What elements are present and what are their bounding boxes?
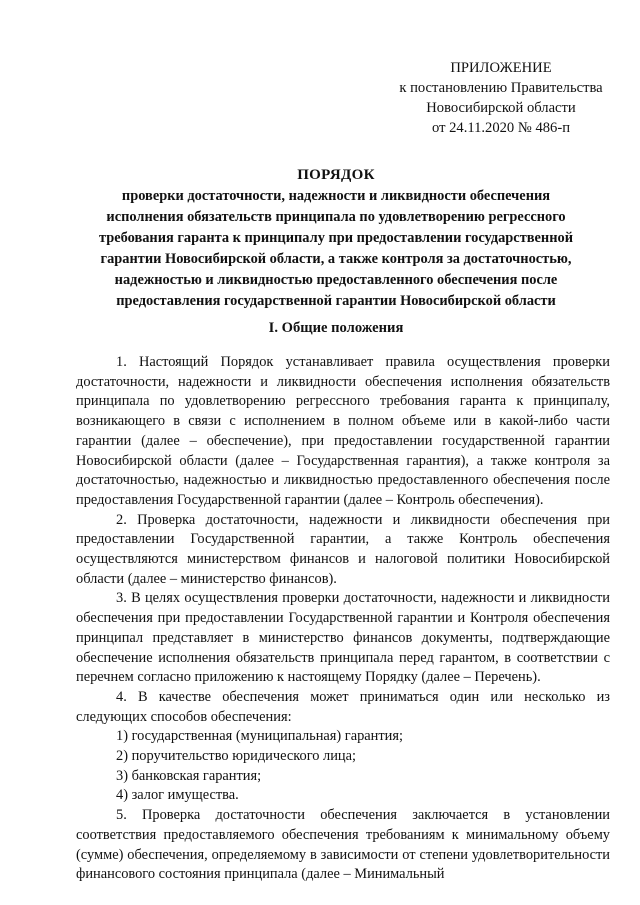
appendix-resolution-line: к постановлению Правительства (399, 80, 603, 96)
title-line-3: требования гаранта к принципалу при предоставлении государственной (98, 230, 573, 246)
title-line-5: надежностью и ликвидностью предоставленного обеспечения после (114, 272, 558, 288)
appendix-region-line: Новосибирской области (426, 100, 576, 116)
list-item-4: 4) залог имущества. (116, 787, 239, 804)
paragraph-1: 1. Настоящий Порядок устанавливает правила осуществления проверки достаточности, надежности и ликвидности обеспечения исполнения обязательств принципала по удовлетворению регрессного требования гаранта к принципалу, возникающего в связи с исполнением в полном объеме или в какой-либо части гарантии (далее – обеспечение), при предоставлении государственной гарантии Новосибирской области (далее – Государственная гарантия), а также контроля за достаточностью, надежностью и ликвидностью предоставленного обеспечения после предоставления Государственной гарантии (далее – Контроль обеспечения). (76, 354, 610, 508)
appendix-block (386, 58, 616, 138)
paragraph-5: 5. Проверка достаточности обеспечения заключается в установлении соответствия предоставляемого обеспечения требованиям к минимальному объему (сумме) обеспечения, определяемому в зависимости от степени удовлетворительности финансового состояния принципала (далее – Минимальный (76, 807, 610, 883)
title-line-4: гарантии Новосибирской области, а также контроля за достаточностью, (100, 251, 572, 267)
paragraph-4: 4. В качестве обеспечения может приниматься один или несколько из следующих способов обеспечения: (76, 688, 610, 725)
appendix-label: ПРИЛОЖЕНИЕ (450, 60, 552, 76)
title-line-6: предоставления государственной гарантии Новосибирской области (116, 293, 556, 309)
list-item-3: 3) банковская гарантия; (116, 767, 262, 784)
document-title-block (66, 165, 606, 312)
list-item-2: 2) поручительство юридического лица; (116, 748, 357, 765)
title-line-2: исполнения обязательств принципала по удовлетворению регрессного (106, 209, 566, 225)
section-heading: I. Общие положения (268, 320, 404, 336)
title-line-1: проверки достаточности, надежности и ликвидности обеспечения (121, 188, 551, 204)
document-body (76, 353, 610, 885)
paragraph-3: 3. В целях осуществления проверки достаточности, надежности и ликвидности обеспечения при предоставлении Государственной гарантии и Контроля обеспечения принципал представляет в министерство финансов документы, подтверждающие обеспечение исполнения обязательств принципала перед гарантом, в соответствии с перечнем согласно приложению к настоящему Порядку (далее – Перечень). (76, 590, 610, 686)
document-title: ПОРЯДОК (297, 167, 375, 183)
list-item-1: 1) государственная (муниципальная) гарантия; (116, 728, 403, 745)
paragraph-2: 2. Проверка достаточности, надежности и ликвидности обеспечения при предоставлении Государственной гарантии, а также Контроль обеспечения осуществляются министерством финансов и налоговой политики Новосибирской области (далее – министерство финансов). (76, 511, 610, 587)
appendix-date-number: от 24.11.2020 № 486-п (431, 120, 571, 136)
